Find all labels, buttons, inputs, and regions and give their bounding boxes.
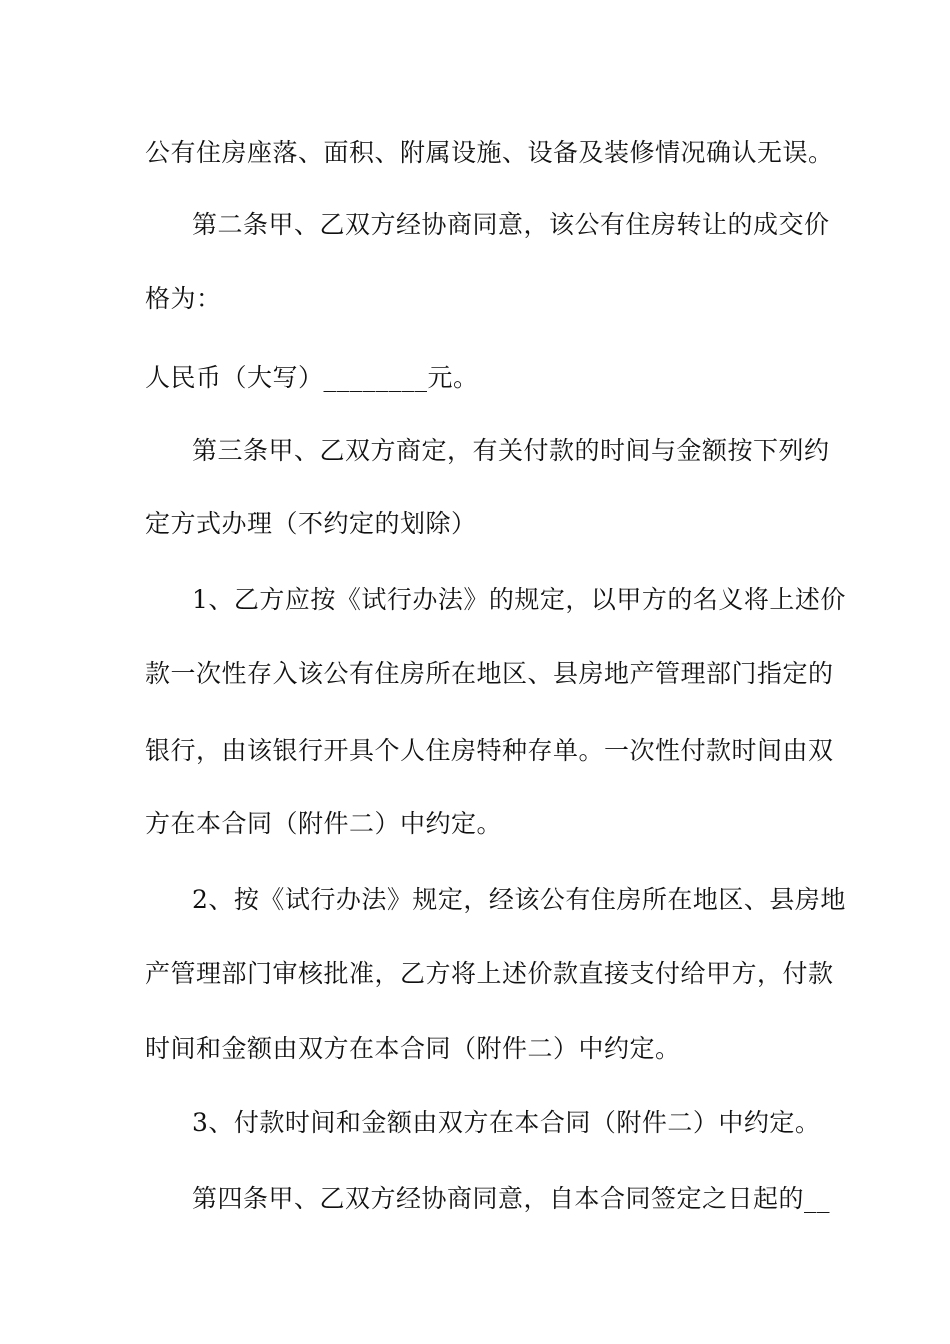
price-line: 人民币（大写）________元。: [145, 363, 479, 392]
article-3-line-2: 定方式办理（不约定的划除）: [145, 509, 477, 538]
item-1-line-1: 1、乙方应按《试行办法》的规定，以甲方的名义将上述价: [192, 585, 846, 614]
item-2-line-2: 产管理部门审核批准，乙方将上述价款直接支付给甲方，付款: [145, 959, 834, 988]
item-1-line-4: 方在本合同（附件二）中约定。: [145, 809, 503, 838]
item-1-line-2: 款一次性存入该公有住房所在地区、县房地产管理部门指定的: [145, 659, 834, 688]
item-2-line-1: 2、按《试行办法》规定，经该公有住房所在地区、县房地: [192, 885, 846, 914]
article-2-line-1: 第二条甲、乙双方经协商同意，该公有住房转让的成交价: [192, 210, 830, 239]
article-2-line-2: 格为：: [145, 284, 222, 313]
article-3-line-1: 第三条甲、乙双方商定，有关付款的时间与金额按下列约: [192, 436, 830, 465]
item-1-line-3: 银行，由该银行开具个人住房特种存单。一次性付款时间由双: [145, 736, 834, 765]
item-3-line-1: 3、付款时间和金额由双方在本合同（附件二）中约定。: [192, 1108, 821, 1137]
item-2-line-3: 时间和金额由双方在本合同（附件二）中约定。: [145, 1034, 681, 1063]
article-4-line-1: 第四条甲、乙双方经协商同意，自本合同签定之日起的__: [192, 1184, 831, 1213]
text-line-1: 公有住房座落、面积、附属设施、设备及装修情况确认无误。: [145, 138, 834, 167]
